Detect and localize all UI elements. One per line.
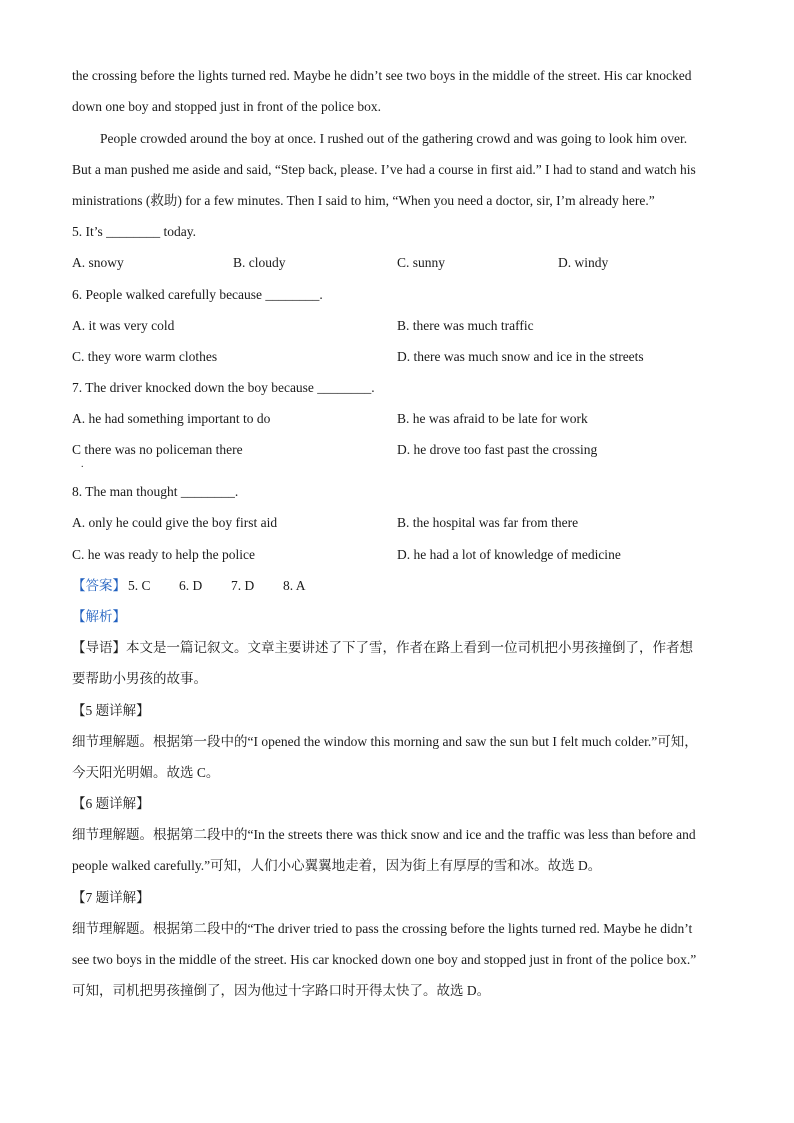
detail-text: 细节理解题。根据第一段中的“I opened the window this morning and saw the sun but I felt much colder.”可知， <box>72 734 698 749</box>
option-b: B. there was much traffic <box>397 318 534 333</box>
detail-text: see two boys in the middle of the street. His car knocked down one boy and stopped just in front of the police box.” <box>72 952 697 967</box>
guide-text: 【导语】本文是一篇记叙文。文章主要讲述了下了雪，作者在路上看到一位司机把小男孩撞倒了，作者想 <box>72 640 693 655</box>
option-d: D. he had a lot of knowledge of medicine <box>397 547 621 562</box>
question-stem: 7. The driver knocked down the boy because ________. <box>72 380 375 395</box>
option-a: A. he had something important to do <box>72 411 271 426</box>
detail-text: 可知，司机把男孩撞倒了，因为他过十字路口时开得太快了。故选 D。 <box>72 983 491 998</box>
option-b: B. he was afraid to be late for work <box>397 411 588 426</box>
question-stem: 5. It’s ________ today. <box>72 224 196 239</box>
detail-text: people walked carefully.”可知，人们小心翼翼地走着，因为街上有厚厚的雪和冰。故选 D。 <box>72 858 602 873</box>
question-stem: 6. People walked carefully because ________. <box>72 287 323 302</box>
answer-item: 7. D <box>231 578 255 593</box>
option-c: C. they wore warm clothes <box>72 349 218 364</box>
answer-tag: 【答案】 <box>72 578 126 593</box>
detail-text: 细节理解题。根据第二段中的“The driver tried to pass the crossing before the lights turned red. Maybe he didn’t <box>72 921 693 936</box>
detail-title-5: 【5 题详解】 <box>72 703 150 718</box>
passage-line: People crowded around the boy at once. I rushed out of the gathering crowd and was going to look him over. <box>100 131 688 146</box>
option-d: D. windy <box>558 255 609 270</box>
option-b: B. cloudy <box>233 255 286 270</box>
detail-text: 今天阳光明媚。故选 C。 <box>72 765 220 780</box>
option-a: A. only he could give the boy first aid <box>72 515 278 530</box>
detail-title-6: 【6 题详解】 <box>72 796 150 811</box>
option-c: C there was no policeman there <box>72 442 243 457</box>
passage-line: down one boy and stopped just in front of the police box. <box>72 99 381 114</box>
detail-title-7: 【7 题详解】 <box>72 890 150 905</box>
answer-item: 5. C <box>128 578 151 593</box>
option-b: B. the hospital was far from there <box>397 515 579 530</box>
option-a: A. snowy <box>72 255 124 270</box>
option-c: C. he was ready to help the police <box>72 547 255 562</box>
detail-text: 细节理解题。根据第二段中的“In the streets there was thick snow and ice and the traffic was less than before and <box>72 827 696 842</box>
option-d: D. he drove too fast past the crossing <box>397 442 598 457</box>
answer-item: 6. D <box>179 578 203 593</box>
guide-text: 要帮助小男孩的故事。 <box>72 671 207 686</box>
option-c: C. sunny <box>397 255 446 270</box>
option-d: D. there was much snow and ice in the streets <box>397 349 644 364</box>
analysis-tag: 【解析】 <box>72 609 126 624</box>
option-a: A. it was very cold <box>72 318 175 333</box>
question-stem: 8. The man thought ________. <box>72 484 239 499</box>
passage-line: But a man pushed me aside and said, “Step back, please. I’ve had a course in first aid.” I had to stand and watch his <box>72 162 696 177</box>
stray-mark: . <box>81 459 84 470</box>
passage-line: ministrations (救助) for a few minutes. Then I said to him, “When you need a doctor, sir, I’m already here.” <box>72 193 655 208</box>
answer-item: 8. A <box>283 578 306 593</box>
passage-line: the crossing before the lights turned red. Maybe he didn’t see two boys in the middle of the street. His car knocked <box>72 68 692 83</box>
